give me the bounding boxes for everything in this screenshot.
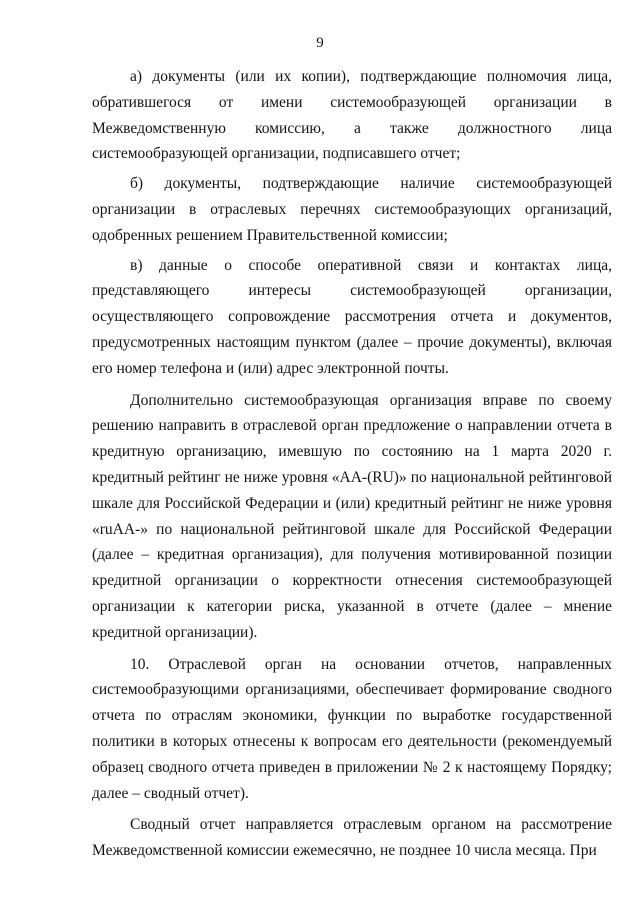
paragraph-item-v: в) данные о способе оперативной связи и контактах лица, представляющего интересы системообразующей организации, осуществляющего сопровождение рассмотрения отчета и документов, предусмотренных настоящим пунктом (далее – прочие документы), включая его номер телефона и (или) адрес электронной почты. (92, 256, 612, 377)
paragraph-item-b: б) документы, подтверждающие наличие системообразующей организации в отраслевых перечнях системообразующих организаций, одобренных решением Правительственной комиссии; (92, 175, 612, 244)
paragraph-clause-10: 10. Отраслевой орган на основании отчетов, направленных системообразующими организациями, обеспечивает формирование сводного отчета по отраслям экономики, функции по выработке государственной политики в которых отнесены к вопросам его деятельности (рекомендуемый образец сводного отчета приведен в приложении № 2 к настоящему Порядку; далее – сводный отчет). (92, 655, 612, 802)
page-number: 9 (316, 35, 324, 51)
paragraph-additional-credit-org: Дополнительно системообразующая организация вправе по своему решению направить в отраслевой орган предложение о направлении отчета в кредитную организацию, имевшую по состоянию на 1 марта 2020 г. кредитный рейтинг не ниже уровня «АА-(RU)» по национальной рейтинговой шкале для Российской Федерации и (или) кредитный рейтинг не ниже уровня «ruAA-» по национальной рейтинговой шкале для Российской Федерации (далее – кредитная организация), для получения мотивированной позиции кредитной организации о корректности отнесения системообразующей организации к категории риска, указанной в отчете (далее – мнение кредитной организации). (92, 391, 612, 641)
paragraph-summary-report: Сводный отчет направляется отраслевым органом на рассмотрение Межведомственной комиссии ежемесячно, не позднее 10 числа месяца. При (92, 816, 612, 860)
document-body (92, 64, 612, 864)
paragraph-item-a: а) документы (или их копии), подтверждающие полномочия лица, обратившегося от имени системообразующей организации в Межведомственную комиссию, а также должностного лица системообразующей организации, подписавшего отчет; (92, 68, 612, 163)
